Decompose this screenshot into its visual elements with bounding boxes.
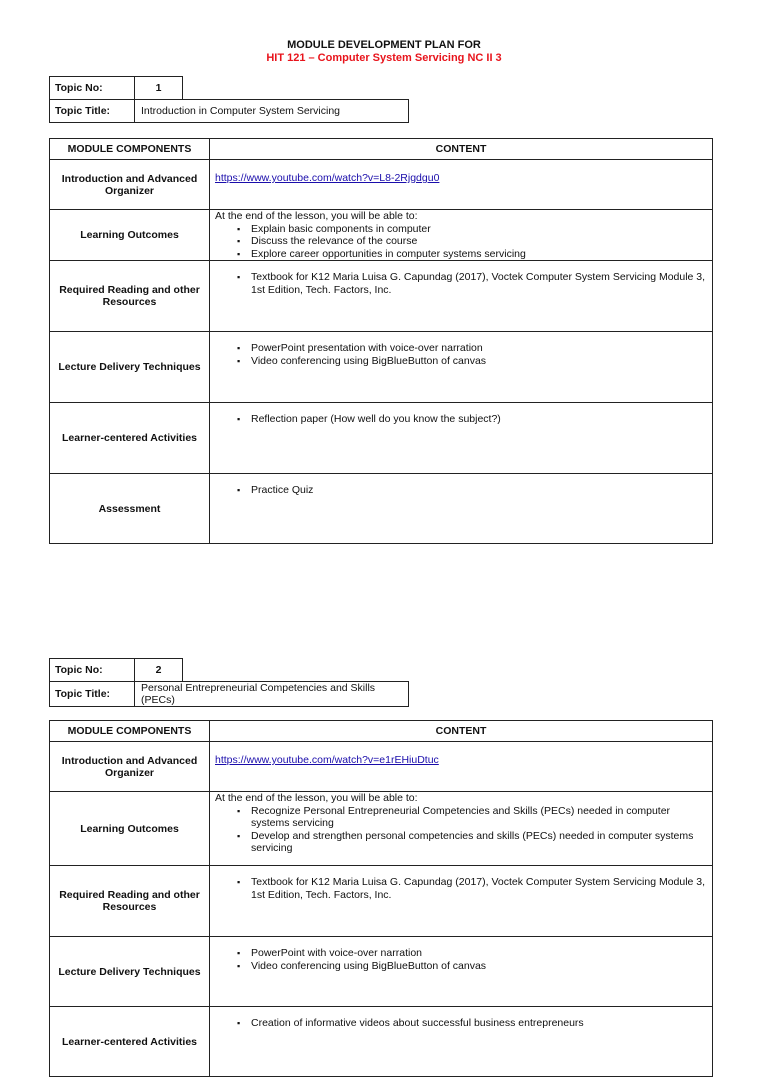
topic-no-label: Topic No: bbox=[50, 659, 135, 682]
list-item: ▪ Creation of informative videos about successful business entrepreneurs bbox=[251, 1017, 707, 1030]
topic-2-module-table bbox=[49, 720, 713, 1077]
blank-cell bbox=[183, 77, 409, 100]
activities-label: Learner-centered Activities bbox=[50, 403, 210, 474]
topic-title-value: Personal Entrepreneurial Competencies and Skills (PECs) bbox=[135, 682, 409, 707]
lecture-label: Lecture Delivery Techniques bbox=[50, 937, 210, 1007]
reading-label: Required Reading and other Resources bbox=[50, 866, 210, 937]
activities-list bbox=[215, 1017, 707, 1030]
content-header: CONTENT bbox=[210, 139, 713, 160]
assessment-label: Assessment bbox=[50, 474, 210, 544]
reading-content bbox=[210, 866, 713, 937]
list-item: ▪ Recognize Personal Entrepreneurial Competencies and Skills (PECs) needed in computer systems servicing bbox=[251, 805, 707, 830]
list-item: ▪ Video conferencing using BigBlueButton of canvas bbox=[251, 355, 707, 368]
document-title: MODULE DEVELOPMENT PLAN FOR bbox=[287, 39, 481, 51]
intro-content bbox=[210, 742, 713, 792]
activities-label: Learner-centered Activities bbox=[50, 1007, 210, 1077]
activities-list bbox=[215, 413, 707, 426]
course-title: HIT 121 – Computer System Servicing NC II 3 bbox=[266, 52, 502, 64]
list-item: ▪ Video conferencing using BigBlueButton of canvas bbox=[251, 960, 707, 973]
outcomes-list bbox=[215, 223, 707, 261]
module-components-header: MODULE COMPONENTS bbox=[50, 721, 210, 742]
outcomes-intro: At the end of the lesson, you will be able to: bbox=[215, 210, 418, 222]
list-item: ▪ PowerPoint presentation with voice-over narration bbox=[251, 342, 707, 355]
outcomes-content bbox=[210, 210, 713, 261]
lecture-list bbox=[215, 342, 707, 367]
activities-content bbox=[210, 403, 713, 474]
list-item: ▪ Discuss the relevance of the course bbox=[251, 235, 707, 248]
list-item: ▪ Explain basic components in computer bbox=[251, 223, 707, 236]
topic-no-label: Topic No: bbox=[50, 77, 135, 100]
content-header: CONTENT bbox=[210, 721, 713, 742]
reading-label: Required Reading and other Resources bbox=[50, 261, 210, 332]
activities-content bbox=[210, 1007, 713, 1077]
topic-1-info-table bbox=[49, 76, 409, 123]
list-item: ▪ Textbook for K12 Maria Luisa G. Capundag (2017), Voctek Computer System Servicing Module 3, 1st Edition, Tech. Factors, Inc. bbox=[251, 876, 707, 901]
assessment-list bbox=[215, 484, 707, 497]
reading-list bbox=[215, 876, 707, 901]
outcomes-label: Learning Outcomes bbox=[50, 792, 210, 866]
intro-video-link[interactable]: https://www.youtube.com/watch?v=e1rEHiuDtuc bbox=[215, 754, 439, 766]
intro-content bbox=[210, 160, 713, 210]
list-item: ▪ Practice Quiz bbox=[251, 484, 707, 497]
blank-cell bbox=[183, 659, 409, 682]
reading-list bbox=[215, 271, 707, 296]
intro-video-link[interactable]: https://www.youtube.com/watch?v=L8-2Rjgdgu0 bbox=[215, 172, 440, 184]
outcomes-list bbox=[215, 805, 707, 855]
topic-title-label: Topic Title: bbox=[50, 100, 135, 123]
outcomes-intro: At the end of the lesson, you will be able to: bbox=[215, 792, 418, 804]
intro-label: Introduction and Advanced Organizer bbox=[50, 160, 210, 210]
list-item: ▪ PowerPoint with voice-over narration bbox=[251, 947, 707, 960]
intro-label: Introduction and Advanced Organizer bbox=[50, 742, 210, 792]
module-components-header: MODULE COMPONENTS bbox=[50, 139, 210, 160]
topic-no-value: 2 bbox=[135, 659, 183, 682]
reading-content bbox=[210, 261, 713, 332]
list-item: ▪ Reflection paper (How well do you know the subject?) bbox=[251, 413, 707, 426]
topic-title-label: Topic Title: bbox=[50, 682, 135, 707]
lecture-content bbox=[210, 332, 713, 403]
list-item: ▪ Explore career opportunities in computer systems servicing bbox=[251, 248, 707, 261]
assessment-content bbox=[210, 474, 713, 544]
outcomes-label: Learning Outcomes bbox=[50, 210, 210, 261]
list-item: ▪ Develop and strengthen personal competencies and skills (PECs) needed in computer systems servicing bbox=[251, 830, 707, 855]
topic-1-module-table bbox=[49, 138, 713, 544]
lecture-list bbox=[215, 947, 707, 972]
topic-no-value: 1 bbox=[135, 77, 183, 100]
list-item: ▪ Textbook for K12 Maria Luisa G. Capundag (2017), Voctek Computer System Servicing Module 3, 1st Edition, Tech. Factors, Inc. bbox=[251, 271, 707, 296]
lecture-content bbox=[210, 937, 713, 1007]
topic-title-value: Introduction in Computer System Servicing bbox=[135, 100, 409, 123]
outcomes-content bbox=[210, 792, 713, 866]
lecture-label: Lecture Delivery Techniques bbox=[50, 332, 210, 403]
topic-2-info-table bbox=[49, 658, 409, 707]
